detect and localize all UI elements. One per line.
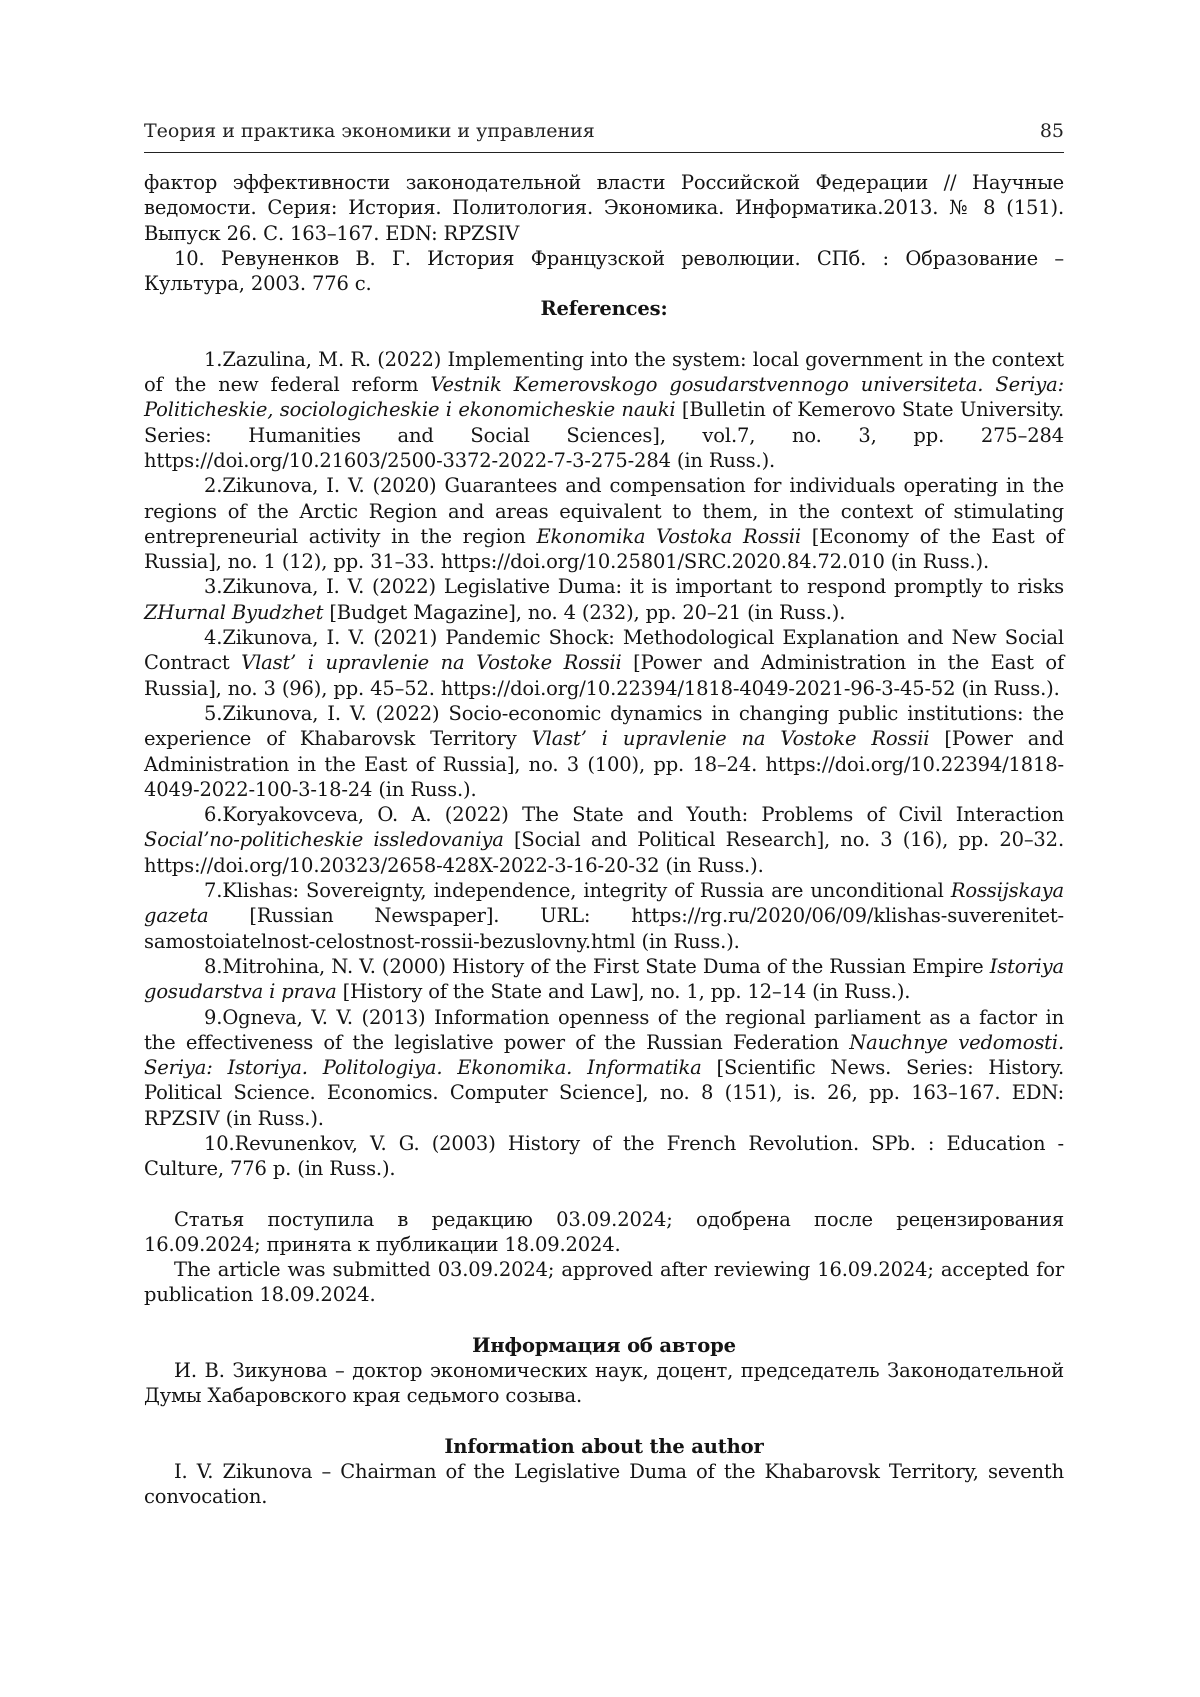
references-heading: References: <box>540 297 668 321</box>
reference-number: 8. <box>204 954 223 978</box>
reference-text-tail: [Russian Newspaper]. URL: https://rg.ru/2020/06/09/klishas-suverenitet-samostoiatelnost-celostnost-rossii-bezuslovny.html (in Russ.). <box>144 904 1064 953</box>
reference-text: Koryakovceva, O. A. (2022) The State and Youth: Problems of Civil Interaction <box>222 803 1064 827</box>
reference-item <box>144 473 1064 574</box>
reference-journal-title: Vestnik Kemerovskogo gosudarstvennogo universiteta. Seriya: Politicheskie, sociologicheskie i ekonomicheskie nauki <box>144 373 1064 422</box>
submission-dates-ru: Статья поступила в редакцию 03.09.2024; одобрена после рецензирования 16.09.2024; принята к публикации 18.09.2024. <box>144 1207 1064 1256</box>
reference-text-tail: [Economy of the East of Russia], no. 1 (12), pp. 31–33. https://doi.org/10.25801/SRC.2020.84.72.010 (in Russ.). <box>144 524 1064 574</box>
page-number: 85 <box>1039 120 1064 142</box>
ru-reference-9-continued: фактор эффективности законодательной власти Российской Федерации // Научные ведомости. Серия: История. Политология. Экономика. Информатика.2013. № 8 (151). Выпуск 26. С. 163–167. EDN: RPZSIV <box>144 171 1064 245</box>
reference-text-tail: [Bulletin of Kemerovo State University. Series: Humanities and Social Sciences], vol.7, no. 3, pp. 275–284 https://doi.org/10.21603/2500-3372-2022-7-3-275-284 (in Russ.). <box>144 398 1064 472</box>
reference-text-tail: [Power and Administration in the East of Russia], no. 3 (96), pp. 45–52. https://doi.org/10.22394/1818-4049-2021-96-3-45-52 (in Russ.). <box>144 651 1065 700</box>
ru-reference-10: 10. Ревуненков В. Г. История Французской революции. СПб. : Образование – Культура, 2003. 776 с. <box>144 246 1064 296</box>
page-body <box>144 170 1064 1510</box>
reference-journal-title: Vlast’ i upravlenie na Vostoke Rossii <box>531 727 930 751</box>
reference-text: Zazulina, M. R. (2022) Implementing into the system: local government in the context of the new federal reform <box>144 347 1064 397</box>
reference-journal-title: Vlast’ i upravlenie na Vostoke Rossii <box>241 651 622 675</box>
running-header <box>144 120 1064 142</box>
header-rule <box>144 152 1064 153</box>
reference-text: Zikunova, I. V. (2022) Socio-economic dynamics in changing public institutions: the experience of Khabarovsk Territory <box>144 701 1064 751</box>
reference-text: Zikunova, I. V. (2021) Pandemic Shock: Methodological Explanation and New Social Contract <box>144 626 1064 675</box>
reference-text: Klishas: Sovereignty, independence, integrity of Russia are unconditional <box>222 879 951 903</box>
reference-journal-title: Nauchnye vedomosti. Seriya: Istoriya. Politologiya. Ekonomika. Informatika <box>144 1030 1065 1080</box>
submission-dates-en: The article was submitted 03.09.2024; approved after reviewing 16.09.2024; accepted for publication 18.09.2024. <box>144 1258 1064 1307</box>
author-info-text-ru: И. В. Зикунова – доктор экономических наук, доцент, председатель Законодательной Думы Хабаровского края седьмого созыва. <box>144 1359 1064 1408</box>
reference-text-tail: [Power and Administration in the East of Russia], no. 3 (100), pp. 18–24. https://doi.org/10.22394/1818-4049-2022-100-3-18-24 (in Russ.). <box>144 727 1064 801</box>
reference-journal-title: Ekonomika Vostoka Rossii <box>536 524 801 548</box>
reference-journal-title: Rossijskaya gazeta <box>144 879 1064 928</box>
spacer <box>144 1182 1064 1207</box>
reference-text-tail: [Social and Political Research], no. 3 (16), pp. 20–32. https://doi.org/10.20323/2658-428X-2022-3-16-20-32 (in Russ.). <box>144 828 1064 877</box>
references-list <box>144 347 1064 1182</box>
reference-item <box>144 802 1064 878</box>
reference-text: Revunenkov, V. G. (2003) History of the French Revolution. SPb. : Education - Culture, 776 p. (in Russ.). <box>144 1131 1064 1181</box>
reference-item <box>144 347 1064 473</box>
reference-number: 2. <box>204 474 223 498</box>
reference-item <box>144 625 1064 701</box>
reference-text: Zikunova, I. V. (2022) Legislative Duma: it is important to respond promptly to risks <box>222 575 1064 599</box>
reference-number: 9. <box>204 1005 223 1029</box>
author-info-heading-en: Information about the author <box>444 1434 764 1458</box>
reference-text: Ogneva, V. V. (2013) Information openness of the regional parliament as a factor in the effectiveness of the legislative power of the Russian Federation <box>144 1005 1064 1054</box>
reference-item <box>144 574 1064 625</box>
spacer <box>144 1409 1064 1434</box>
reference-item <box>144 701 1064 802</box>
reference-item <box>144 1005 1064 1131</box>
reference-number: 4. <box>204 626 223 650</box>
reference-number: 6. <box>204 803 223 827</box>
reference-item <box>144 878 1064 954</box>
reference-number: 10. <box>204 1131 235 1155</box>
reference-number: 5. <box>204 701 223 725</box>
author-info-heading-ru: Информация об авторе <box>472 1333 736 1357</box>
reference-journal-title: ZHurnal Byudzhet <box>144 600 324 624</box>
reference-number: 1. <box>204 347 223 371</box>
reference-text-tail: [History of the State and Law], no. 1, pp. 12–14 (in Russ.). <box>336 980 911 1004</box>
spacer <box>144 322 1064 347</box>
reference-item <box>144 954 1064 1005</box>
reference-item <box>144 1131 1064 1182</box>
reference-text: Zikunova, I. V. (2020) Guarantees and compensation for individuals operating in the regions of the Arctic Region and areas equivalent to them, in the context of stimulating entrepreneurial activity in the region <box>144 474 1064 548</box>
author-info-text-en: I. V. Zikunova – Chairman of the Legislative Duma of the Khabarovsk Territory, seventh convocation. <box>144 1459 1064 1509</box>
reference-number: 3. <box>204 575 223 599</box>
reference-journal-title: Social’no-politicheskie issledovaniya <box>144 828 504 852</box>
reference-text-tail: [Scientific News. Series: History. Political Science. Economics. Computer Science], no. 8 (151), is. 26, pp. 163–167. EDN: RPZSIV (in Russ.). <box>144 1056 1064 1130</box>
reference-journal-title: Istoriya gosudarstva i prava <box>144 954 1064 1004</box>
reference-number: 7. <box>204 879 223 903</box>
reference-text: Mitrohina, N. V. (2000) History of the First State Duma of the Russian Empire <box>222 954 990 978</box>
spacer <box>144 1308 1064 1333</box>
reference-text-tail: [Budget Magazine], no. 4 (232), pp. 20–21 (in Russ.). <box>323 600 846 624</box>
journal-title: Теория и практика экономики и управления <box>144 120 595 142</box>
